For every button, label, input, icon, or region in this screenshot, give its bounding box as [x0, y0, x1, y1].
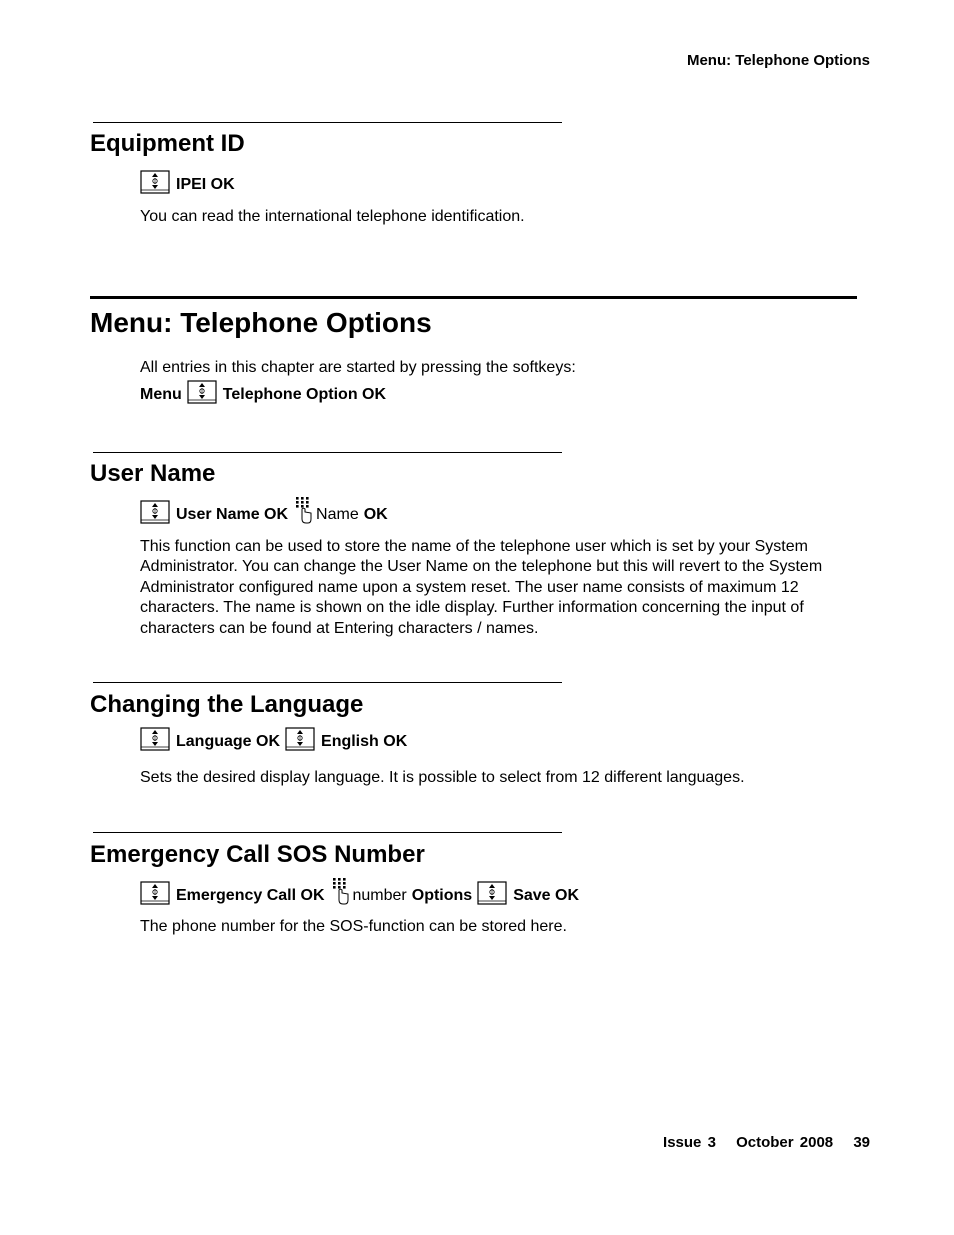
section-heading-equipment-id: Equipment ID [90, 130, 245, 157]
steps-equipment-id [140, 170, 235, 194]
section-divider [93, 452, 562, 453]
navigation-key-icon [140, 500, 170, 524]
running-header: Menu: Telephone Options [686, 52, 870, 69]
step-telephone-option-ok: Telephone Option OK [222, 386, 387, 403]
section-divider [93, 122, 562, 123]
chapter-title: Menu: Telephone Options [90, 307, 432, 338]
section-heading-language: Changing the Language [90, 691, 364, 718]
navigation-key-icon [140, 881, 170, 905]
section-heading-user-name: User Name [90, 460, 216, 487]
paragraph-user-name: This function can be used to store the name of the telephone user which is set by your System Administrator. You can change the User Name on the telephone but this will revert to the System Administrator configured name upon a system reset. The user name consists of maximum 12 characters. The name is shown on the idle display. Further information concerning the input of characters can be found at Entering characters / names. [140, 538, 823, 637]
page-number: 39 [853, 1134, 870, 1151]
step-language-ok: Language OK [176, 733, 281, 750]
keypad-icon [294, 496, 312, 524]
step-name: Name [316, 506, 359, 523]
step-emergency-call-ok: Emergency Call OK [176, 887, 325, 904]
step-number: number [352, 887, 407, 904]
section-heading-sos: Emergency Call SOS Number [90, 841, 425, 868]
steps-language [140, 727, 407, 751]
section-divider [93, 682, 562, 683]
paragraph-sos: The phone number for the SOS-function can be stored here. [140, 918, 567, 935]
navigation-key-icon [285, 727, 315, 751]
chapter-divider [90, 296, 857, 299]
step-save-ok: Save OK [513, 887, 579, 904]
navigation-key-icon [140, 170, 170, 194]
chapter-intro: All entries in this chapter are started by pressing the softkeys: [140, 359, 576, 376]
section-divider [93, 832, 562, 833]
step-ok: OK [363, 506, 388, 523]
keypad-icon [331, 877, 349, 905]
step-english-ok: English OK [321, 733, 408, 750]
steps-sos [140, 877, 579, 905]
page-footer [663, 1134, 870, 1151]
step-ipei-ok: IPEI OK [176, 176, 235, 193]
steps-chapter [140, 380, 386, 404]
footer-issue: Issue 3 [663, 1134, 716, 1151]
steps-user-name [140, 496, 388, 524]
step-menu: Menu [140, 386, 182, 403]
navigation-key-icon [140, 727, 170, 751]
paragraph-equipment-id: You can read the international telephone identification. [140, 208, 525, 225]
paragraph-language: Sets the desired display language. It is possible to select from 12 different languages. [140, 769, 745, 786]
step-user-name-ok: User Name OK [176, 506, 289, 523]
footer-date: October 2008 [736, 1134, 834, 1151]
navigation-key-icon [477, 881, 507, 905]
navigation-key-icon [187, 380, 217, 404]
step-options: Options [411, 887, 473, 904]
